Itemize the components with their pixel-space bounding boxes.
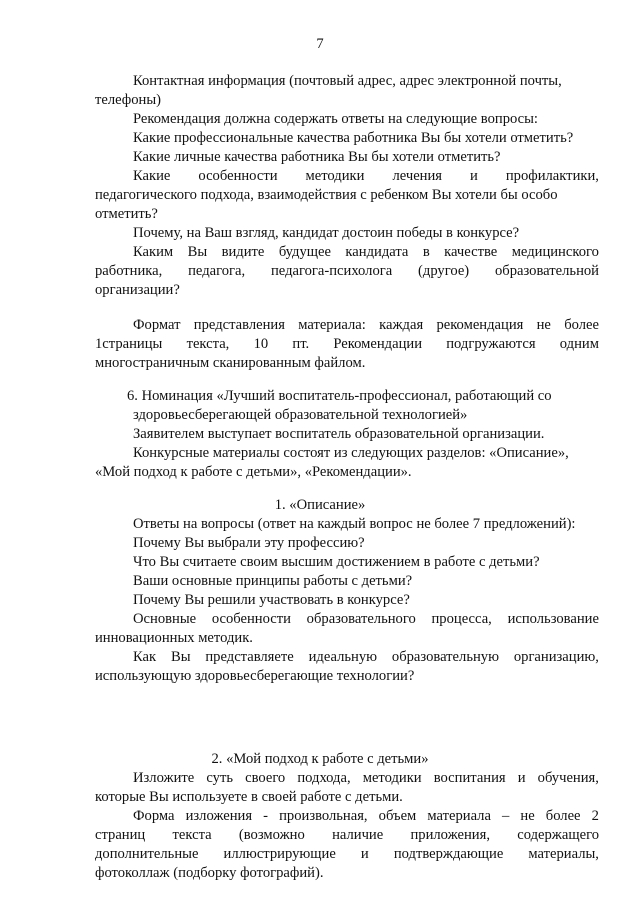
word: изложения	[185, 808, 253, 824]
nomination-applicant: Заявителем выступает воспитатель образовательной организации.	[133, 426, 545, 442]
word: работника,	[95, 263, 163, 279]
word: пт.	[292, 336, 310, 352]
word: материалы,	[528, 846, 599, 862]
word: методики	[362, 770, 422, 786]
rec-question-3-line-3: отметить?	[95, 206, 158, 222]
format-line-2	[95, 335, 599, 354]
word: будущее	[278, 244, 331, 260]
word: каждая	[379, 317, 424, 333]
word: и	[517, 770, 526, 786]
word: образовательного	[306, 611, 416, 627]
word: более	[564, 317, 599, 333]
word: страниц	[95, 827, 146, 843]
word: 10	[253, 336, 269, 352]
word: педагога-психолога	[270, 263, 393, 279]
section-1-heading: 1. «Описание»	[274, 497, 366, 513]
section-1-question-4: Почему Вы решили участвовать в конкурсе?	[133, 592, 410, 608]
word: процесса,	[431, 611, 492, 627]
word: образовательную	[391, 649, 499, 665]
nomination-title-line-1: 6. Номинация «Лучший воспитатель-профессионал, работающий со	[127, 388, 552, 404]
recommendation-intro: Рекомендация должна содержать ответы на следующие вопросы:	[133, 111, 538, 127]
rec-question-5-line-3: организации?	[95, 282, 180, 298]
word: воспитания	[433, 770, 506, 786]
word: дополнительные	[95, 846, 199, 862]
word: подхода,	[297, 770, 351, 786]
rec-question-4: Почему, на Ваш взгляд, кандидат достоин победы в конкурсе?	[133, 225, 520, 241]
section-2-para-2-line-1	[133, 807, 599, 826]
word: кандидата	[345, 244, 409, 260]
word: содержащего	[517, 827, 599, 843]
word: подтверждающие	[393, 846, 504, 862]
section-1-question-2: Что Вы считаете своим высшим достижением в работе с детьми?	[133, 554, 540, 570]
word: и	[470, 168, 478, 184]
word: своего	[245, 770, 286, 786]
rec-question-5-line-2	[95, 262, 599, 281]
rec-question-3-line-2: педагогического подхода, взаимодействия с ребенком Вы хотели бы особо	[95, 187, 558, 203]
word: 2	[591, 808, 599, 824]
section-2-para-1-line-2: которые Вы используете в своей работе с детьми.	[95, 789, 403, 805]
word: наличие	[332, 827, 384, 843]
word: и	[360, 846, 369, 862]
word: профилактики,	[505, 168, 599, 184]
word: Основные	[133, 611, 197, 627]
word: более	[545, 808, 581, 824]
section-1-question-5-line-2: инновационных методик.	[95, 630, 253, 646]
contact-info-line-1: Контактная информация (почтовый адрес, адрес электронной почты,	[133, 73, 562, 89]
word: медицинского	[511, 244, 599, 260]
word: методики	[305, 168, 365, 184]
word: обучения,	[537, 770, 599, 786]
contact-info-line-2: телефоны)	[95, 92, 162, 108]
word: не	[536, 317, 551, 333]
word: Изложите	[133, 770, 195, 786]
word: представляете	[205, 649, 294, 665]
nomination-materials-line-2: «Мой подход к работе с детьми», «Рекомендации».	[95, 464, 412, 480]
word: Как	[133, 649, 157, 665]
word: педагога,	[188, 263, 246, 279]
word: текста	[172, 827, 212, 843]
section-2-para-2-line-2	[95, 826, 599, 845]
nomination-title-line-2: здоровьесберегающей образовательной технологией»	[133, 407, 468, 423]
format-line-3: многостраничным сканированным файлом.	[95, 355, 366, 371]
word: лечения	[392, 168, 443, 184]
word: особенности	[198, 168, 278, 184]
rec-question-2: Какие личные качества работника Вы бы хотели отметить?	[133, 149, 501, 165]
word: качестве	[444, 244, 498, 260]
word: -	[263, 808, 269, 824]
word: Каким	[133, 244, 174, 260]
word: 1страницы	[95, 336, 163, 352]
word: (возможно	[238, 827, 305, 843]
word: использование	[507, 611, 599, 627]
word: объем	[378, 808, 417, 824]
word: видите	[221, 244, 265, 260]
word: суть	[206, 770, 233, 786]
rec-question-1: Какие профессиональные качества работника Вы бы хотели отметить?	[133, 130, 574, 146]
word: Формат	[133, 317, 181, 333]
word: Рекомендации	[333, 336, 422, 352]
page-number: 7	[316, 36, 324, 52]
word: Вы	[170, 649, 191, 665]
word: материала:	[298, 317, 366, 333]
section-2-heading: 2. «Мой подход к работе с детьми»	[211, 751, 429, 767]
word: –	[502, 808, 510, 824]
word: особенности	[211, 611, 291, 627]
word: текста,	[186, 336, 230, 352]
section-1-question-6-line-1	[133, 648, 599, 667]
rec-question-3-line-1	[133, 167, 599, 186]
word: представления	[193, 317, 285, 333]
word: организацию,	[513, 649, 599, 665]
section-1-question-5-line-1	[133, 610, 599, 629]
section-1-question-6-line-2: использующую здоровьесберегающие технологии?	[95, 668, 415, 684]
word: в	[422, 244, 430, 260]
section-2-para-1-line-1	[133, 769, 599, 788]
rec-question-5-line-1	[133, 243, 599, 262]
section-1-question-1: Почему Вы выбрали эту профессию?	[133, 535, 365, 551]
word: Вы	[187, 244, 208, 260]
word: приложения,	[410, 827, 490, 843]
word: образовательной	[495, 263, 599, 279]
word: произвольная,	[279, 808, 368, 824]
section-1-question-3: Ваши основные принципы работы с детьми?	[133, 573, 413, 589]
section-2-para-2-line-3	[95, 845, 599, 864]
word: иллюстрирующие	[223, 846, 336, 862]
word: подгружаются	[446, 336, 536, 352]
word: (другое)	[418, 263, 470, 279]
section-1-intro: Ответы на вопросы (ответ на каждый вопрос не более 7 предложений):	[133, 516, 576, 532]
word: идеальную	[308, 649, 378, 665]
word: не	[520, 808, 535, 824]
word: Какие	[133, 168, 171, 184]
word: Форма	[133, 808, 175, 824]
word: одним	[559, 336, 599, 352]
section-2-para-2-line-4: фотоколлаж (подборку фотографий).	[95, 865, 324, 881]
format-line-1	[133, 316, 599, 335]
nomination-materials-line-1: Конкурсные материалы состоят из следующих разделов: «Описание»,	[133, 445, 569, 461]
word: рекомендация	[436, 317, 524, 333]
word: материала	[427, 808, 491, 824]
